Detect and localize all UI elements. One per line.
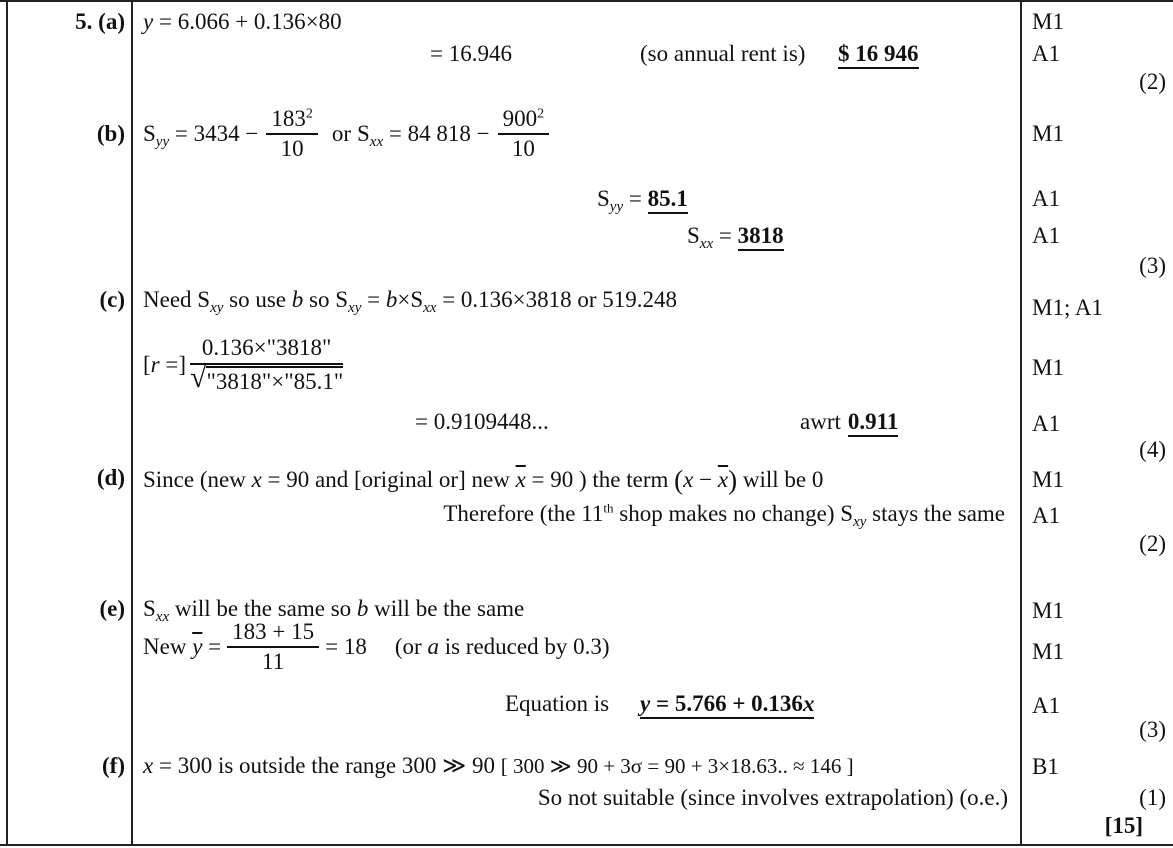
text: (or bbox=[394, 634, 428, 660]
subscript-xx: xx bbox=[699, 236, 714, 252]
underlined-answer: 0.911 bbox=[848, 409, 898, 437]
close-paren: ) bbox=[728, 465, 738, 495]
part-label-c: (c) bbox=[99, 287, 125, 312]
part-c-total: (4) bbox=[1139, 437, 1166, 462]
part-label-a: 5. (a) bbox=[75, 9, 125, 34]
symbol-S: S bbox=[687, 223, 700, 248]
mark-b-a1-first: A1 bbox=[1032, 186, 1061, 211]
var-b: b bbox=[385, 287, 398, 312]
part-f-line-2: So not suitable (since involves extrapolation) (o.e.) bbox=[537, 785, 1008, 810]
radical-sign: √ bbox=[190, 360, 207, 394]
mark-b-m1: M1 bbox=[1032, 121, 1064, 146]
table-border-bottom bbox=[0, 844, 1173, 846]
mark-c-a1: A1 bbox=[1032, 411, 1061, 436]
mark-d-a1: A1 bbox=[1032, 503, 1061, 528]
part-f-total: (1) bbox=[1139, 785, 1166, 810]
part-e-answer bbox=[640, 690, 814, 718]
r-equals bbox=[143, 351, 186, 379]
subscript-xy: xy bbox=[853, 514, 867, 530]
mark-a-a1: A1 bbox=[1032, 41, 1061, 66]
text: Therefore (the 11 bbox=[443, 501, 604, 526]
subscript-xx: xx bbox=[423, 300, 437, 316]
part-label-f: (f) bbox=[102, 753, 125, 778]
text: so S bbox=[303, 287, 349, 312]
part-e-equation-label: Equation is bbox=[505, 691, 610, 716]
mark-b-a1-second: A1 bbox=[1032, 223, 1061, 248]
subscript-xy: xy bbox=[210, 300, 224, 316]
mark-e-m1-first: M1 bbox=[1032, 598, 1064, 623]
part-a-answer bbox=[838, 40, 919, 68]
expression: = 3434 − bbox=[169, 121, 259, 147]
part-a-total: (2) bbox=[1139, 69, 1166, 94]
part-a-line-1 bbox=[143, 8, 342, 36]
var-y: y bbox=[640, 691, 651, 716]
var-x-bar: $\overline{x}$ bbox=[717, 467, 729, 492]
equals-18: = 18 bbox=[325, 634, 367, 660]
fraction-r-value bbox=[190, 335, 343, 395]
part-e-total: (3) bbox=[1139, 717, 1166, 742]
part-c-correlation-fraction bbox=[143, 328, 351, 402]
or-word: or bbox=[331, 121, 351, 147]
square-root bbox=[190, 360, 344, 395]
mark-f-b1: B1 bbox=[1032, 754, 1059, 779]
ordinal-superscript: th bbox=[603, 500, 614, 516]
denominator bbox=[190, 360, 344, 395]
text: = 300 is outside the range 300 ≫ 90 bbox=[153, 753, 501, 778]
subscript-yy: yy bbox=[155, 134, 170, 151]
mark-a-m1: M1 bbox=[1032, 9, 1064, 34]
mark-c-m1: M1 bbox=[1032, 355, 1064, 380]
question-column-rule bbox=[131, 0, 133, 846]
part-d-line-1 bbox=[143, 464, 823, 496]
equals: = bbox=[713, 223, 738, 248]
part-d-total: (2) bbox=[1139, 531, 1166, 556]
text: so use bbox=[223, 287, 292, 312]
equals: = bbox=[361, 287, 386, 312]
var-x: x bbox=[251, 467, 262, 492]
equals: = bbox=[202, 634, 222, 660]
symbol-S: S bbox=[143, 121, 156, 147]
fraction-900sq-over-10 bbox=[498, 106, 550, 163]
mark-e-a1: A1 bbox=[1032, 693, 1061, 718]
var-x: x bbox=[143, 753, 154, 778]
var-x-bar: $\overline{x}$ bbox=[515, 467, 526, 492]
symbol-S: S bbox=[357, 121, 370, 147]
subscript-xx: xx bbox=[369, 134, 384, 151]
var-y: y bbox=[143, 9, 154, 34]
mark-e-m1-second: M1 bbox=[1032, 639, 1064, 664]
new-ybar-equals bbox=[143, 633, 221, 661]
s-xx-term bbox=[357, 120, 490, 151]
radicand: "3818"×"85.1" bbox=[206, 366, 343, 395]
text: stays the same bbox=[866, 501, 1005, 526]
part-f-line-1 bbox=[143, 752, 854, 780]
bracket: =] bbox=[159, 352, 187, 378]
awrt-label: awrt bbox=[800, 409, 841, 434]
denominator: 10 bbox=[280, 136, 304, 161]
open-paren: ( bbox=[674, 465, 684, 495]
expression: = 6.066 + 0.136×80 bbox=[153, 9, 342, 34]
denominator: 11 bbox=[262, 649, 285, 674]
part-label-d: (d) bbox=[96, 465, 125, 490]
marks-column-rule bbox=[1020, 0, 1022, 846]
underlined-answer bbox=[640, 691, 814, 719]
var-a: a bbox=[427, 634, 439, 660]
text: will be the same so bbox=[169, 596, 357, 621]
text: is reduced by 0.3) bbox=[438, 634, 610, 660]
part-e-ybar-fraction bbox=[143, 614, 609, 680]
var-b: b bbox=[356, 596, 369, 621]
numerator: 0.136×"3818" bbox=[190, 335, 343, 364]
equals: = bbox=[623, 186, 648, 211]
var-y-bar: $\overline{y}$ bbox=[192, 634, 203, 660]
base: 900 bbox=[502, 105, 538, 131]
text: Need S bbox=[143, 287, 211, 312]
expression: = 0.136×3818 or 519.248 bbox=[436, 287, 678, 312]
text: ×S bbox=[397, 287, 424, 312]
fraction-183plus15-over-11 bbox=[227, 619, 319, 676]
numerator bbox=[498, 106, 550, 135]
numerator: 183 + 15 bbox=[227, 619, 319, 648]
part-b-line-1 bbox=[143, 101, 557, 167]
part-label-b: (b) bbox=[96, 121, 125, 146]
numerator bbox=[266, 106, 318, 135]
expression: = 84 818 − bbox=[383, 121, 490, 147]
var-x: x bbox=[802, 691, 815, 716]
part-a-result: = 16.946 bbox=[430, 41, 512, 66]
symbol-S: S bbox=[597, 186, 610, 211]
symbol-S: S bbox=[143, 596, 156, 621]
fraction-183sq-over-10 bbox=[266, 106, 318, 163]
part-b-total: (3) bbox=[1139, 253, 1166, 278]
part-c-answer bbox=[800, 408, 898, 436]
subscript-xx: xx bbox=[155, 609, 170, 625]
part-label-e: (e) bbox=[99, 596, 125, 621]
text: will be 0 bbox=[737, 467, 824, 492]
subscript-xy: xy bbox=[348, 300, 362, 316]
bracketed-working: [ 300 ≫ 90 + 3σ = 90 + 3×18.63.. ≈ 146 ] bbox=[500, 754, 854, 778]
table-border-top bbox=[0, 0, 1173, 2]
part-b-syy-answer bbox=[597, 185, 688, 213]
part-d-line-2 bbox=[443, 500, 1005, 528]
exponent: 2 bbox=[305, 105, 313, 121]
text: Since (new bbox=[143, 467, 252, 492]
underlined-answer: $ 16 946 bbox=[838, 41, 919, 69]
base: 183 bbox=[271, 105, 306, 131]
denominator: 10 bbox=[511, 136, 535, 161]
var-b: b bbox=[291, 287, 304, 312]
text: New bbox=[143, 634, 193, 660]
text: will be the same bbox=[368, 596, 525, 621]
subscript-yy: yy bbox=[609, 199, 624, 215]
text: = 90 and [original or] new bbox=[261, 467, 516, 492]
mark-d-m1: M1 bbox=[1032, 467, 1064, 492]
question-total-marks: [15] bbox=[1104, 813, 1143, 838]
text: shop makes no change) S bbox=[613, 501, 854, 526]
mark-c-m1a1: M1; A1 bbox=[1032, 295, 1103, 320]
bracket: [ bbox=[143, 352, 151, 378]
var-x: x bbox=[683, 467, 694, 492]
underlined-answer: 85.1 bbox=[648, 186, 688, 214]
var-r: r bbox=[150, 352, 160, 378]
expression: = 5.766 + 0.136 bbox=[650, 691, 803, 716]
part-c-line-1 bbox=[143, 286, 677, 314]
minus: − bbox=[693, 467, 718, 492]
part-c-result: = 0.9109448... bbox=[415, 409, 549, 434]
s-yy-term bbox=[143, 120, 259, 151]
result-and-note bbox=[325, 633, 609, 661]
exponent: 2 bbox=[537, 105, 545, 121]
underlined-answer: 3818 bbox=[738, 223, 784, 251]
part-a-note: (so annual rent is) bbox=[640, 41, 806, 66]
text: = 90 ) the term bbox=[525, 467, 675, 492]
part-b-sxx-answer bbox=[687, 222, 784, 250]
